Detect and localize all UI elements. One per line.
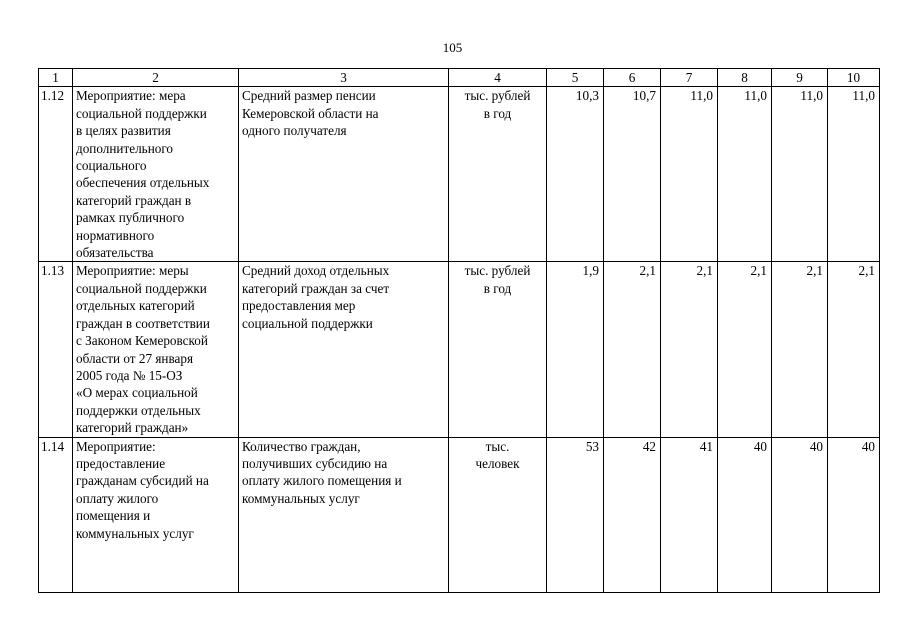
- column-header: 7: [661, 69, 718, 87]
- value-cell: 10,7: [604, 87, 661, 262]
- value-cell: 2,1: [604, 262, 661, 437]
- indicator-name: Средний доход отдельных категорий граждан за счет предоставления мер социальной поддержки: [239, 262, 449, 437]
- column-header: 8: [718, 69, 772, 87]
- column-header: 4: [449, 69, 547, 87]
- value-cell: 41: [661, 437, 718, 592]
- value-cell: 40: [828, 437, 880, 592]
- value-cell: 11,0: [661, 87, 718, 262]
- table-row: [39, 87, 880, 262]
- value-cell: 42: [604, 437, 661, 592]
- value-cell: 40: [718, 437, 772, 592]
- table-row: [39, 437, 880, 592]
- column-header: 10: [828, 69, 880, 87]
- value-cell: 10,3: [547, 87, 604, 262]
- activity-name: Мероприятие: мера социальной поддержки в целях развития дополнительного социального обеспечения отдельных категорий граждан в рамках публичного нормативного обязательства: [73, 87, 239, 262]
- indicator-name: Средний размер пенсии Кемеровской области на одного получателя: [239, 87, 449, 262]
- value-cell: 2,1: [718, 262, 772, 437]
- page-number: 105: [442, 40, 463, 55]
- column-header: 3: [239, 69, 449, 87]
- value-cell: 11,0: [718, 87, 772, 262]
- activity-name: Мероприятие: предоставление гражданам субсидий на оплату жилого помещения и коммунальных услуг: [73, 437, 239, 592]
- value-cell: 53: [547, 437, 604, 592]
- unit-cell: тыс. рублей в год: [449, 262, 547, 437]
- column-header: 6: [604, 69, 661, 87]
- value-cell: 1,9: [547, 262, 604, 437]
- value-cell: 11,0: [828, 87, 880, 262]
- unit-cell: тыс. человек: [449, 437, 547, 592]
- value-cell: 2,1: [828, 262, 880, 437]
- row-number: 1.12: [39, 87, 73, 262]
- unit-cell: тыс. рублей в год: [449, 87, 547, 262]
- value-cell: 40: [772, 437, 828, 592]
- value-cell: 2,1: [772, 262, 828, 437]
- row-number: 1.14: [39, 437, 73, 592]
- activity-name: Мероприятие: меры социальной поддержки отдельных категорий граждан в соответствии с Законом Кемеровской области от 27 января 2005 года № 15-ОЗ «О мерах социальной поддержки отдельных категорий граждан»: [73, 262, 239, 437]
- row-number: 1.13: [39, 262, 73, 437]
- table-row: [39, 262, 880, 437]
- column-header: 9: [772, 69, 828, 87]
- column-header: 5: [547, 69, 604, 87]
- column-header: 1: [39, 69, 73, 87]
- table-header-row: [39, 69, 880, 87]
- indicator-name: Количество граждан, получивших субсидию на оплату жилого помещения и коммунальных услуг: [239, 437, 449, 592]
- value-cell: 11,0: [772, 87, 828, 262]
- column-header: 2: [73, 69, 239, 87]
- value-cell: 2,1: [661, 262, 718, 437]
- indicator-table: [38, 68, 880, 593]
